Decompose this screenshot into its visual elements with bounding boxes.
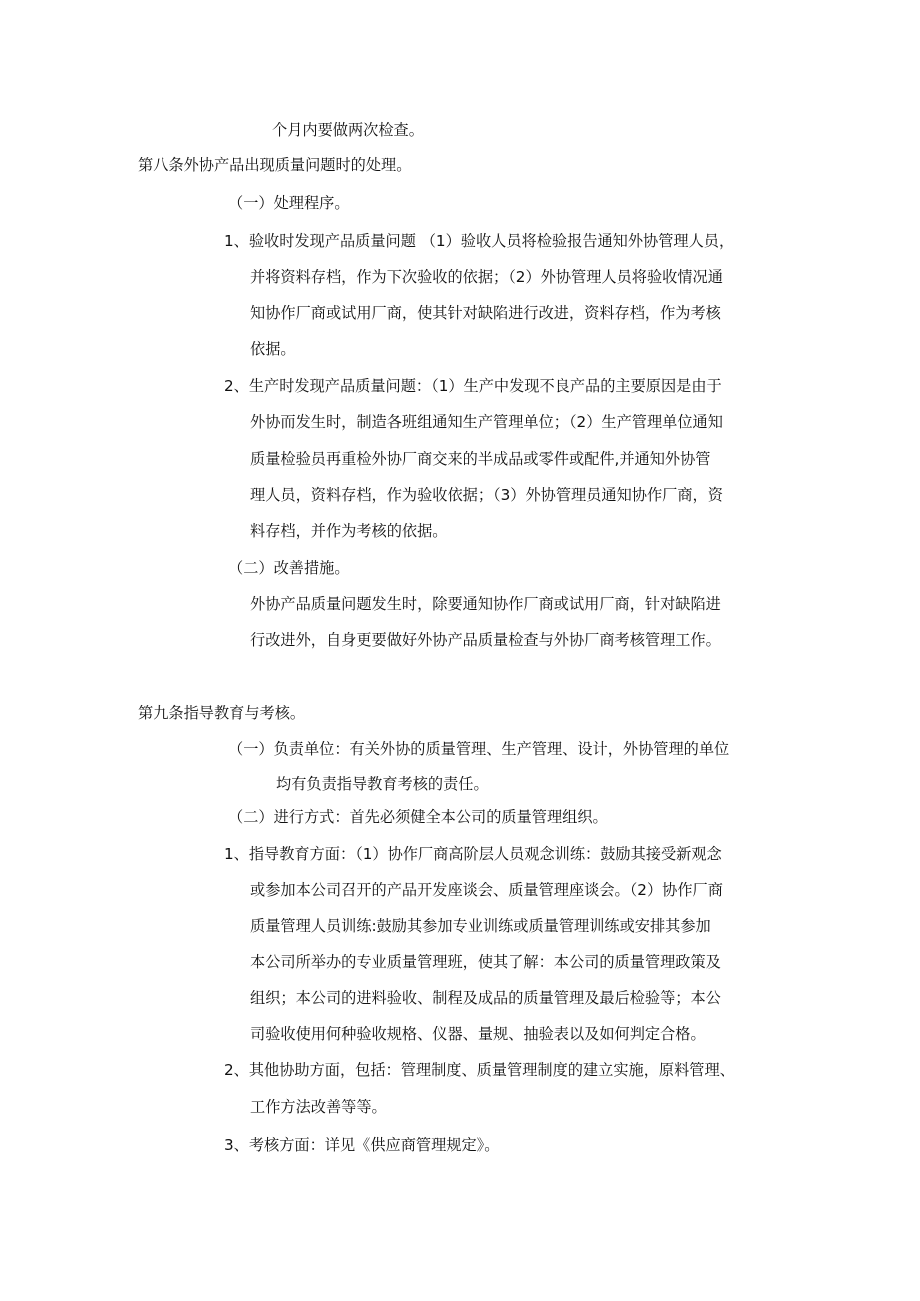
text-line: 外协而发生时，制造各班组通知生产管理单位；（2）生产管理单位通知 <box>250 413 723 431</box>
text-line: 理人员，资料存档，作为验收依据；（3）外协管理员通知协作厂商，资 <box>250 486 723 504</box>
text-line: 3、考核方面：详见《供应商管理规定》。 <box>224 1136 500 1154</box>
section-heading: （二）改善措施。 <box>228 559 350 577</box>
article-9-heading: 第九条指导教育与考核。 <box>138 704 306 722</box>
text-line: 2、生产时发现产品质量问题：（1）生产中发现不良产品的主要原因是由于 <box>224 377 722 395</box>
text-line: 料存档，并作为考核的依据。 <box>250 522 448 540</box>
text-line: 2、其他协助方面，包括：管理制度、质量管理制度的建立实施，原料管理、 <box>224 1061 735 1079</box>
text-line: 本公司所举办的专业质量管理班，使其了解：本公司的质量管理政策及 <box>250 953 721 971</box>
text-line: 质量检验员再重检外协厂商交来的半成品或零件或配件,并通知外协管 <box>250 450 711 468</box>
section-heading: （一）处理程序。 <box>228 194 350 212</box>
text-line: 行改进外，自身更要做好外协产品质量检查与外协厂商考核管理工作。 <box>250 631 721 649</box>
text-line: 司验收使用何种验收规格、仪器、量规、抽验表以及如何判定合格。 <box>250 1025 706 1043</box>
text-line: 1、验收时发现产品质量问题 （1）验收人员将检验报告通知外协管理人员， <box>224 232 735 250</box>
text-line: （一）负责单位：有关外协的质量管理、生产管理、设计，外协管理的单位 <box>228 740 730 758</box>
text-line: 个月内要做两次检查。 <box>272 121 424 139</box>
text-line: 依据。 <box>250 340 296 358</box>
text-line: 质量管理人员训练:鼓励其参加专业训练或质量管理训练或安排其参加 <box>250 917 711 935</box>
text-line: 外协产品质量问题发生时，除要通知协作厂商或试用厂商，针对缺陷进 <box>250 595 721 613</box>
text-line: （二）进行方式：首先必须健全本公司的质量管理组织。 <box>228 808 608 826</box>
text-line: 均有负责指导教育考核的责任。 <box>276 775 489 793</box>
article-8-heading: 第八条外协产品出现质量问题时的处理。 <box>138 156 412 174</box>
text-line: 或参加本公司召开的产品开发座谈会、质量管理座谈会。（2）协作厂商 <box>250 881 723 899</box>
text-line: 组织；本公司的进料验收、制程及成品的质量管理及最后检验等；本公 <box>250 989 721 1007</box>
text-line: 工作方法改善等等。 <box>250 1098 387 1116</box>
text-line: 知协作厂商或试用厂商，使其针对缺陷进行改进，资料存档，作为考核 <box>250 304 721 322</box>
text-line: 并将资料存档，作为下次验收的依据；（2）外协管理人员将验收情况通 <box>250 268 723 286</box>
text-line: 1、指导教育方面：（1）协作厂商高阶层人员观念训练：鼓励其接受新观念 <box>224 845 722 863</box>
